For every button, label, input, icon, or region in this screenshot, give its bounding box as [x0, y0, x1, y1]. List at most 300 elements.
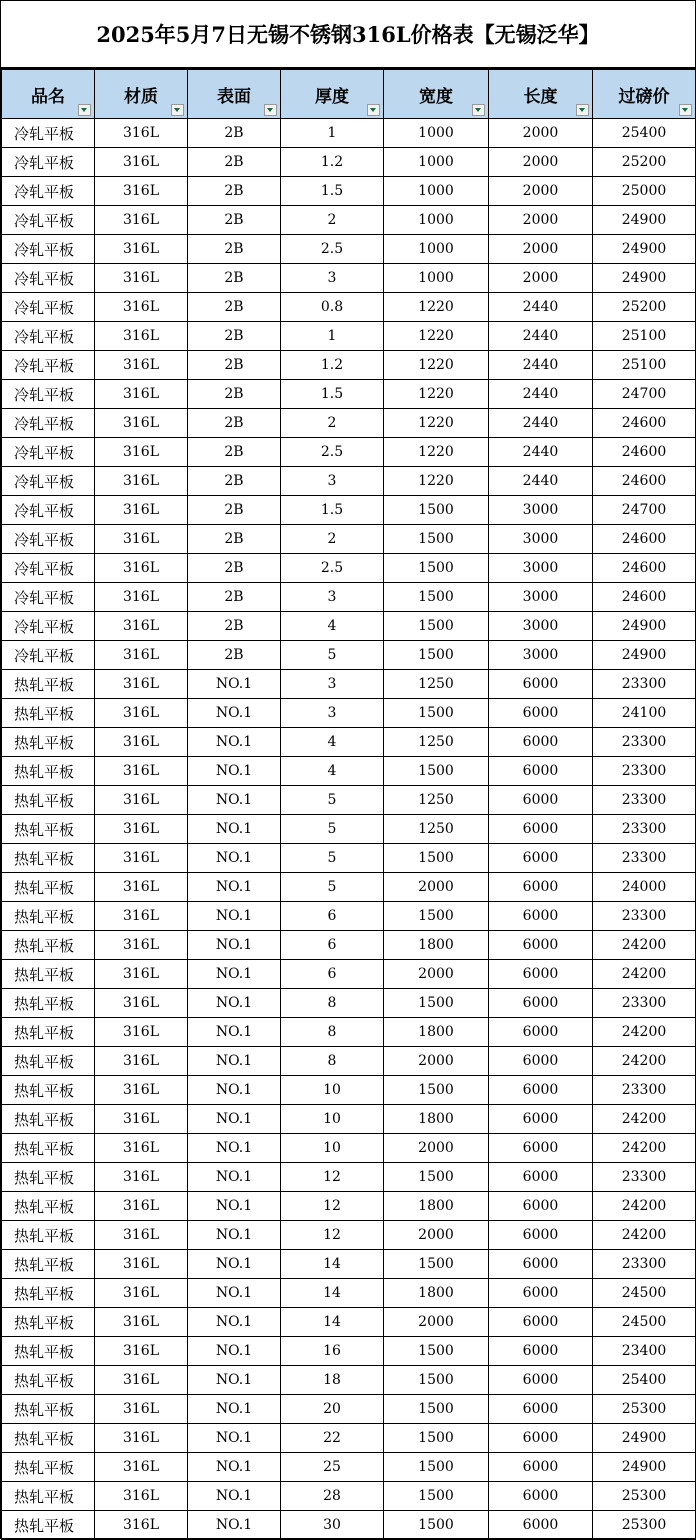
- cell-surface: NO.1: [188, 1047, 281, 1076]
- cell-material: 316L: [95, 1221, 188, 1250]
- cell-surface: NO.1: [188, 1250, 281, 1279]
- cell-length: 2000: [489, 264, 593, 293]
- cell-width: 1500: [384, 1424, 489, 1453]
- column-header-label: 长度: [523, 86, 558, 107]
- cell-material: 316L: [95, 351, 188, 380]
- cell-thickness: 3: [281, 264, 384, 293]
- header-row: [2, 70, 696, 119]
- cell-width: 1800: [384, 1105, 489, 1134]
- table-row: [2, 1366, 696, 1395]
- cell-name: 热轧平板: [2, 1192, 95, 1221]
- cell-length: 6000: [489, 873, 593, 902]
- cell-price: 24600: [593, 583, 696, 612]
- cell-material: 316L: [95, 525, 188, 554]
- cell-material: 316L: [95, 1482, 188, 1511]
- cell-material: 316L: [95, 1250, 188, 1279]
- cell-material: 316L: [95, 612, 188, 641]
- cell-material: 316L: [95, 177, 188, 206]
- cell-surface: NO.1: [188, 931, 281, 960]
- cell-length: 6000: [489, 1424, 593, 1453]
- cell-material: 316L: [95, 1192, 188, 1221]
- table-row: [2, 1221, 696, 1250]
- cell-thickness: 4: [281, 612, 384, 641]
- cell-width: 1500: [384, 1076, 489, 1105]
- column-header-price: [593, 70, 696, 119]
- filter-dropdown-icon[interactable]: [472, 104, 485, 116]
- cell-length: 2000: [489, 235, 593, 264]
- cell-surface: NO.1: [188, 728, 281, 757]
- cell-width: 1800: [384, 1192, 489, 1221]
- table-row: [2, 612, 696, 641]
- cell-name: 热轧平板: [2, 1482, 95, 1511]
- table-row: [2, 1018, 696, 1047]
- cell-thickness: 3: [281, 583, 384, 612]
- cell-thickness: 1: [281, 119, 384, 148]
- cell-width: 2000: [384, 1308, 489, 1337]
- cell-name: 热轧平板: [2, 1337, 95, 1366]
- cell-price: 23300: [593, 989, 696, 1018]
- cell-length: 6000: [489, 1250, 593, 1279]
- cell-price: 25100: [593, 351, 696, 380]
- cell-surface: NO.1: [188, 1018, 281, 1047]
- cell-length: 3000: [489, 525, 593, 554]
- cell-length: 6000: [489, 786, 593, 815]
- cell-surface: NO.1: [188, 757, 281, 786]
- cell-material: 316L: [95, 699, 188, 728]
- cell-price: 24900: [593, 641, 696, 670]
- cell-price: 23300: [593, 1163, 696, 1192]
- cell-thickness: 2.5: [281, 235, 384, 264]
- cell-surface: 2B: [188, 264, 281, 293]
- cell-thickness: 5: [281, 844, 384, 873]
- cell-name: 冷轧平板: [2, 554, 95, 583]
- table-row: [2, 438, 696, 467]
- table-row: [2, 554, 696, 583]
- cell-length: 3000: [489, 496, 593, 525]
- cell-surface: NO.1: [188, 1076, 281, 1105]
- cell-material: 316L: [95, 1366, 188, 1395]
- cell-width: 1500: [384, 496, 489, 525]
- table-row: [2, 380, 696, 409]
- cell-length: 6000: [489, 1482, 593, 1511]
- sheet-title: 2025年5月7日无锡不锈钢316L价格表【无锡泛华】: [1, 1, 695, 69]
- cell-material: 316L: [95, 815, 188, 844]
- cell-surface: 2B: [188, 438, 281, 467]
- cell-thickness: 3: [281, 699, 384, 728]
- cell-surface: 2B: [188, 583, 281, 612]
- cell-surface: 2B: [188, 525, 281, 554]
- cell-thickness: 5: [281, 641, 384, 670]
- cell-width: 1220: [384, 322, 489, 351]
- cell-surface: 2B: [188, 467, 281, 496]
- cell-width: 1500: [384, 902, 489, 931]
- cell-width: 1000: [384, 177, 489, 206]
- cell-price: 24500: [593, 1279, 696, 1308]
- cell-price: 23400: [593, 1337, 696, 1366]
- cell-width: 1000: [384, 264, 489, 293]
- cell-thickness: 3: [281, 467, 384, 496]
- cell-length: 3000: [489, 641, 593, 670]
- cell-width: 1220: [384, 467, 489, 496]
- cell-surface: NO.1: [188, 873, 281, 902]
- table-row: [2, 902, 696, 931]
- column-header-material: [95, 70, 188, 119]
- cell-width: 1500: [384, 1163, 489, 1192]
- cell-thickness: 22: [281, 1424, 384, 1453]
- cell-material: 316L: [95, 1105, 188, 1134]
- cell-surface: 2B: [188, 206, 281, 235]
- table-row: [2, 264, 696, 293]
- cell-thickness: 0.8: [281, 293, 384, 322]
- table-row: [2, 1424, 696, 1453]
- cell-thickness: 2.5: [281, 554, 384, 583]
- cell-length: 6000: [489, 844, 593, 873]
- cell-thickness: 1.2: [281, 148, 384, 177]
- cell-surface: NO.1: [188, 1105, 281, 1134]
- cell-surface: NO.1: [188, 670, 281, 699]
- cell-length: 6000: [489, 1105, 593, 1134]
- cell-width: 1800: [384, 931, 489, 960]
- table-row: [2, 1453, 696, 1482]
- cell-material: 316L: [95, 960, 188, 989]
- cell-thickness: 14: [281, 1250, 384, 1279]
- cell-name: 冷轧平板: [2, 641, 95, 670]
- table-row: [2, 1511, 696, 1540]
- cell-surface: 2B: [188, 235, 281, 264]
- table-row: [2, 786, 696, 815]
- filter-dropdown-icon[interactable]: [367, 104, 380, 116]
- cell-width: 1250: [384, 815, 489, 844]
- cell-length: 6000: [489, 1134, 593, 1163]
- cell-material: 316L: [95, 148, 188, 177]
- cell-length: 2440: [489, 438, 593, 467]
- filter-dropdown-icon[interactable]: [171, 104, 184, 116]
- cell-thickness: 1.2: [281, 351, 384, 380]
- table-row: [2, 1105, 696, 1134]
- cell-surface: NO.1: [188, 1134, 281, 1163]
- cell-width: 1250: [384, 728, 489, 757]
- cell-thickness: 16: [281, 1337, 384, 1366]
- cell-name: 热轧平板: [2, 844, 95, 873]
- cell-thickness: 8: [281, 989, 384, 1018]
- column-header-surface: [188, 70, 281, 119]
- cell-material: 316L: [95, 293, 188, 322]
- cell-name: 热轧平板: [2, 1366, 95, 1395]
- cell-thickness: 28: [281, 1482, 384, 1511]
- cell-material: 316L: [95, 728, 188, 757]
- cell-name: 热轧平板: [2, 699, 95, 728]
- cell-width: 1500: [384, 583, 489, 612]
- table-row: [2, 467, 696, 496]
- cell-length: 6000: [489, 757, 593, 786]
- cell-price: 24200: [593, 1018, 696, 1047]
- cell-thickness: 1.5: [281, 380, 384, 409]
- cell-material: 316L: [95, 1163, 188, 1192]
- cell-thickness: 8: [281, 1018, 384, 1047]
- cell-name: 热轧平板: [2, 902, 95, 931]
- table-row: [2, 844, 696, 873]
- table-row: [2, 989, 696, 1018]
- table-row: [2, 670, 696, 699]
- cell-thickness: 14: [281, 1279, 384, 1308]
- cell-material: 316L: [95, 380, 188, 409]
- cell-material: 316L: [95, 1337, 188, 1366]
- cell-width: 1500: [384, 1250, 489, 1279]
- cell-material: 316L: [95, 1047, 188, 1076]
- cell-length: 6000: [489, 1192, 593, 1221]
- cell-material: 316L: [95, 119, 188, 148]
- cell-price: 25000: [593, 177, 696, 206]
- cell-name: 冷轧平板: [2, 467, 95, 496]
- cell-thickness: 14: [281, 1308, 384, 1337]
- table-row: [2, 409, 696, 438]
- cell-width: 1220: [384, 409, 489, 438]
- cell-price: 23300: [593, 1250, 696, 1279]
- table-row: [2, 1076, 696, 1105]
- cell-price: 23300: [593, 728, 696, 757]
- cell-price: 24700: [593, 496, 696, 525]
- table-row: [2, 873, 696, 902]
- cell-length: 6000: [489, 931, 593, 960]
- column-header-name: [2, 70, 95, 119]
- table-row: [2, 496, 696, 525]
- cell-material: 316L: [95, 206, 188, 235]
- cell-material: 316L: [95, 1134, 188, 1163]
- table-row: [2, 525, 696, 554]
- cell-price: 25300: [593, 1482, 696, 1511]
- table-row: [2, 322, 696, 351]
- cell-material: 316L: [95, 409, 188, 438]
- cell-surface: 2B: [188, 351, 281, 380]
- cell-price: 24200: [593, 960, 696, 989]
- filter-dropdown-icon[interactable]: [78, 104, 91, 116]
- cell-name: 冷轧平板: [2, 380, 95, 409]
- cell-length: 6000: [489, 1221, 593, 1250]
- cell-name: 热轧平板: [2, 1163, 95, 1192]
- cell-thickness: 2: [281, 525, 384, 554]
- cell-surface: NO.1: [188, 1221, 281, 1250]
- cell-name: 冷轧平板: [2, 496, 95, 525]
- table-row: [2, 960, 696, 989]
- cell-price: 25200: [593, 148, 696, 177]
- cell-thickness: 1.5: [281, 177, 384, 206]
- cell-price: 24600: [593, 409, 696, 438]
- cell-length: 6000: [489, 1511, 593, 1540]
- cell-length: 3000: [489, 554, 593, 583]
- cell-name: 热轧平板: [2, 989, 95, 1018]
- cell-surface: NO.1: [188, 1511, 281, 1540]
- cell-width: 2000: [384, 1221, 489, 1250]
- cell-price: 24900: [593, 1453, 696, 1482]
- table-row: [2, 1192, 696, 1221]
- cell-material: 316L: [95, 1511, 188, 1540]
- cell-thickness: 30: [281, 1511, 384, 1540]
- cell-thickness: 4: [281, 728, 384, 757]
- cell-surface: 2B: [188, 554, 281, 583]
- cell-thickness: 5: [281, 786, 384, 815]
- cell-material: 316L: [95, 554, 188, 583]
- cell-surface: NO.1: [188, 1453, 281, 1482]
- cell-name: 热轧平板: [2, 728, 95, 757]
- cell-material: 316L: [95, 1453, 188, 1482]
- table-row: [2, 351, 696, 380]
- table-row: [2, 1134, 696, 1163]
- table-body: [2, 119, 696, 1540]
- cell-name: 热轧平板: [2, 670, 95, 699]
- cell-material: 316L: [95, 1308, 188, 1337]
- cell-material: 316L: [95, 1018, 188, 1047]
- cell-width: 1220: [384, 438, 489, 467]
- table-row: [2, 757, 696, 786]
- cell-price: 23300: [593, 757, 696, 786]
- cell-length: 2440: [489, 467, 593, 496]
- table-row: [2, 1395, 696, 1424]
- cell-surface: NO.1: [188, 1482, 281, 1511]
- cell-thickness: 5: [281, 815, 384, 844]
- column-header-label: 表面: [217, 86, 251, 107]
- cell-surface: 2B: [188, 148, 281, 177]
- cell-thickness: 18: [281, 1366, 384, 1395]
- cell-thickness: 2.5: [281, 438, 384, 467]
- table-row: [2, 1250, 696, 1279]
- cell-length: 6000: [489, 670, 593, 699]
- cell-material: 316L: [95, 786, 188, 815]
- cell-price: 24600: [593, 467, 696, 496]
- cell-width: 1500: [384, 699, 489, 728]
- cell-material: 316L: [95, 989, 188, 1018]
- cell-name: 冷轧平板: [2, 206, 95, 235]
- cell-length: 2440: [489, 380, 593, 409]
- cell-price: 25400: [593, 1366, 696, 1395]
- column-header-label: 过磅价: [618, 86, 670, 107]
- cell-name: 冷轧平板: [2, 264, 95, 293]
- cell-name: 冷轧平板: [2, 351, 95, 380]
- cell-name: 热轧平板: [2, 1395, 95, 1424]
- cell-width: 1500: [384, 989, 489, 1018]
- cell-length: 6000: [489, 1395, 593, 1424]
- cell-price: 24700: [593, 380, 696, 409]
- cell-name: 热轧平板: [2, 1511, 95, 1540]
- cell-width: 1000: [384, 206, 489, 235]
- table-row: [2, 293, 696, 322]
- filter-dropdown-icon[interactable]: [576, 104, 589, 116]
- column-header-label: 品名: [31, 86, 65, 107]
- cell-width: 1800: [384, 1279, 489, 1308]
- cell-surface: NO.1: [188, 1163, 281, 1192]
- cell-width: 1500: [384, 1395, 489, 1424]
- cell-length: 6000: [489, 699, 593, 728]
- column-header-length: [489, 70, 593, 119]
- cell-name: 热轧平板: [2, 757, 95, 786]
- filter-dropdown-icon[interactable]: [264, 104, 277, 116]
- column-header-width: [384, 70, 489, 119]
- cell-price: 25300: [593, 1395, 696, 1424]
- cell-thickness: 5: [281, 873, 384, 902]
- cell-surface: 2B: [188, 612, 281, 641]
- cell-name: 冷轧平板: [2, 177, 95, 206]
- cell-length: 2000: [489, 119, 593, 148]
- cell-length: 6000: [489, 1308, 593, 1337]
- cell-price: 23300: [593, 902, 696, 931]
- cell-material: 316L: [95, 438, 188, 467]
- column-header-thickness: [281, 70, 384, 119]
- table-row: [2, 1337, 696, 1366]
- cell-width: 1500: [384, 1337, 489, 1366]
- cell-material: 316L: [95, 873, 188, 902]
- cell-thickness: 3: [281, 670, 384, 699]
- cell-surface: NO.1: [188, 1424, 281, 1453]
- cell-width: 1250: [384, 670, 489, 699]
- cell-name: 热轧平板: [2, 1250, 95, 1279]
- table-row: [2, 931, 696, 960]
- table-row: [2, 699, 696, 728]
- cell-width: 1500: [384, 554, 489, 583]
- cell-price: 24600: [593, 554, 696, 583]
- cell-name: 热轧平板: [2, 1134, 95, 1163]
- cell-thickness: 10: [281, 1134, 384, 1163]
- cell-width: 1220: [384, 293, 489, 322]
- cell-price: 25100: [593, 322, 696, 351]
- table-row: [2, 728, 696, 757]
- cell-material: 316L: [95, 264, 188, 293]
- cell-price: 23300: [593, 815, 696, 844]
- cell-price: 25300: [593, 1511, 696, 1540]
- cell-name: 热轧平板: [2, 1279, 95, 1308]
- cell-width: 2000: [384, 873, 489, 902]
- cell-material: 316L: [95, 235, 188, 264]
- cell-name: 冷轧平板: [2, 119, 95, 148]
- cell-material: 316L: [95, 467, 188, 496]
- cell-length: 3000: [489, 583, 593, 612]
- cell-width: 1500: [384, 1453, 489, 1482]
- cell-name: 热轧平板: [2, 1018, 95, 1047]
- cell-thickness: 6: [281, 902, 384, 931]
- cell-surface: 2B: [188, 293, 281, 322]
- table-row: [2, 1163, 696, 1192]
- cell-thickness: 4: [281, 757, 384, 786]
- filter-dropdown-icon[interactable]: [679, 104, 692, 116]
- table-row: [2, 641, 696, 670]
- cell-surface: NO.1: [188, 902, 281, 931]
- cell-length: 6000: [489, 728, 593, 757]
- cell-name: 热轧平板: [2, 873, 95, 902]
- cell-thickness: 1.5: [281, 496, 384, 525]
- cell-price: 24900: [593, 264, 696, 293]
- cell-length: 6000: [489, 960, 593, 989]
- cell-name: 热轧平板: [2, 1076, 95, 1105]
- table-row: [2, 1279, 696, 1308]
- cell-material: 316L: [95, 1076, 188, 1105]
- cell-price: 24900: [593, 1424, 696, 1453]
- cell-width: 1220: [384, 351, 489, 380]
- cell-width: 1000: [384, 235, 489, 264]
- cell-length: 6000: [489, 1076, 593, 1105]
- cell-surface: 2B: [188, 119, 281, 148]
- cell-width: 2000: [384, 1134, 489, 1163]
- cell-material: 316L: [95, 496, 188, 525]
- cell-surface: NO.1: [188, 1192, 281, 1221]
- cell-thickness: 12: [281, 1221, 384, 1250]
- table-row: [2, 177, 696, 206]
- cell-thickness: 10: [281, 1105, 384, 1134]
- cell-name: 冷轧平板: [2, 612, 95, 641]
- cell-name: 热轧平板: [2, 815, 95, 844]
- table-row: [2, 1308, 696, 1337]
- cell-price: 24900: [593, 612, 696, 641]
- cell-length: 2000: [489, 148, 593, 177]
- cell-thickness: 20: [281, 1395, 384, 1424]
- cell-length: 2440: [489, 351, 593, 380]
